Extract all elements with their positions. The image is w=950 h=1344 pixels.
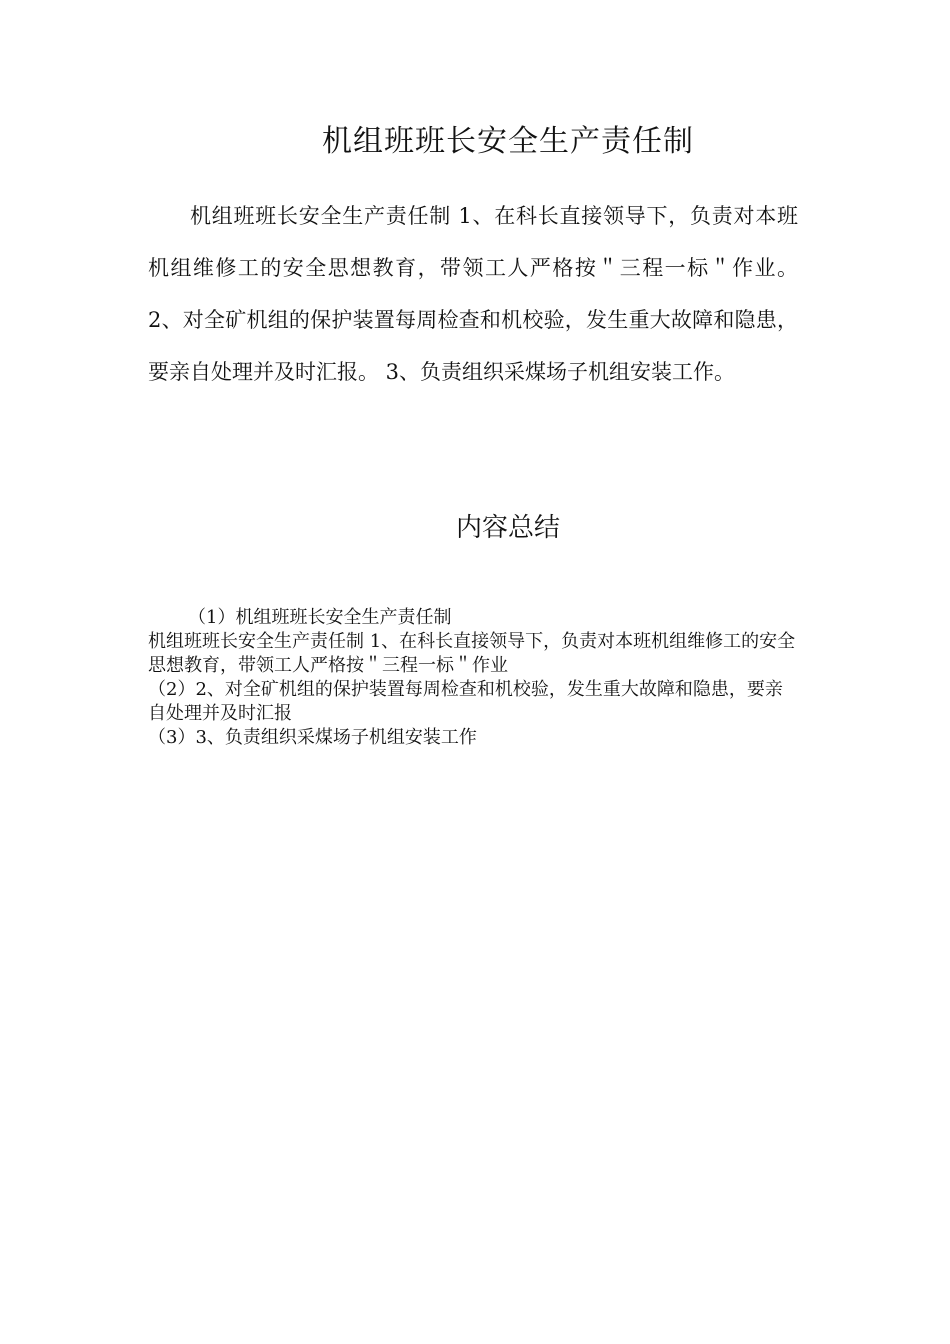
summary-item-2: （2）2、对全矿机组的保护装置每周检查和机校验，发生重大故障和隐患，要亲自处理并及时汇报 [148, 679, 783, 724]
document-body-paragraph: 机组班班长安全生产责任制 1、在科长直接领导下，负责对本班机组维修工的安全思想教育，带领工人严格按＂三程一标＂作业。 2、对全矿机组的保护装置每周检查和机校验，发生重大故障和隐患，要亲自处理并及时汇报。 3、负责组织采煤场子机组安装工作。 [148, 204, 798, 384]
summary-section [148, 606, 798, 750]
summary-heading: 内容总结 [455, 513, 560, 543]
summary-item-1-detail: 机组班班长安全生产责任制 1、在科长直接领导下，负责对本班机组维修工的安全思想教育，带领工人严格按＂三程一标＂作业 [148, 631, 796, 676]
document-title: 机组班班长安全生产责任制 [322, 124, 694, 159]
summary-item-3: （3）3、负责组织采煤场子机组安装工作 [148, 727, 477, 748]
summary-item-1: （1）机组班班长安全生产责任制 [188, 607, 452, 628]
